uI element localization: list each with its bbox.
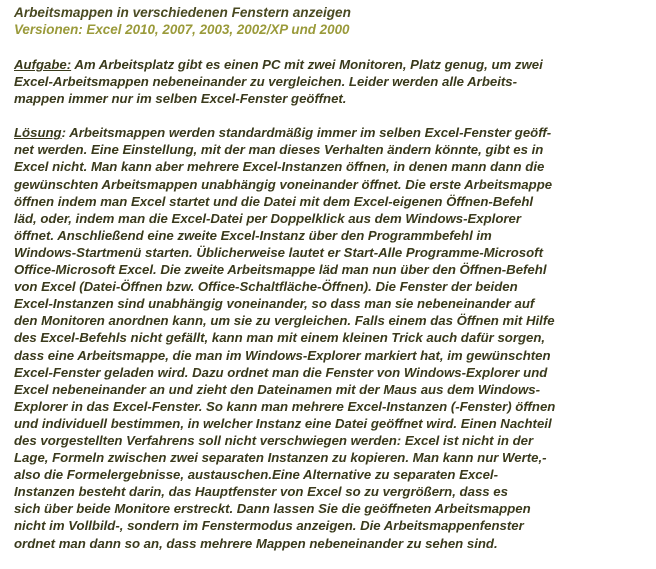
- solution-line: des Excel-Befehls nicht gefällt, kann man mit einem kleinen Trick auch dafür sorgen,: [14, 330, 546, 346]
- solution-line: gewünschten Arbeitsmappen unabhängig voneinander öffnet. Die erste Arbeitsmappe: [14, 176, 553, 192]
- solution-line: Windows-Startmenü starten. Üblicherweise lautet er Start-Alle Programme-Microsoft: [14, 244, 543, 260]
- solution-line: Excel-Instanzen sind unabhängig voneinander, so dass man sie nebeneinander auf: [14, 296, 535, 312]
- task-text: Am Arbeitsplatz gibt es einen PC mit zwei Monitoren, Platz genug, um zwei: [71, 57, 543, 72]
- solution-line: öffnet. Anschließend eine zweite Excel-Instanz über den Programmbefehl im: [14, 227, 492, 243]
- versions-subtitle: Versionen: Excel 2010, 2007, 2003, 2002/XP und 2000: [14, 22, 350, 37]
- solution-line: Lage, Formeln zwischen zwei separaten Instanzen zu kopieren. Man kann nur Werte,-: [14, 450, 547, 466]
- solution-line: Office-Microsoft Excel. Die zweite Arbeitsmappe läd man nun über den Öffnen-Befehl: [14, 262, 547, 278]
- solution-line: Instanzen besteht darin, das Hauptfenster von Excel so zu vergrößern, dass es: [14, 484, 508, 500]
- solution-line: von Excel (Datei-Öffnen bzw. Office-Schaltfläche-Öffnen). Die Fenster der beiden: [14, 279, 518, 295]
- solution-line: ordnet man dann so an, dass mehrere Mappen nebeneinander zu sehen sind.: [14, 535, 498, 551]
- solution-line: [14, 124, 650, 141]
- solution-line: Excel-Fenster geladen wird. Dazu ordnet man die Fenster von Windows-Explorer und: [14, 364, 548, 380]
- solution-line: den Monitoren anordnen kann, um sie zu vergleichen. Falls einem das Öffnen mit Hilfe: [14, 313, 555, 329]
- solution-line: und individuell bestimmen, in welcher Instanz eine Datei geöffnet wird. Einen Nachteil: [14, 415, 552, 431]
- document-title: Arbeitsmappen in verschiedenen Fenstern anzeigen: [14, 5, 351, 20]
- solution-line: des vorgestellten Verfahrens soll nicht verschwiegen werden: Excel ist nicht in der: [14, 432, 534, 448]
- solution-line: öffnen indem man Excel startet und die Datei mit dem Excel-eigenen Öffnen-Befehl: [14, 193, 534, 209]
- solution-line: sich über beide Monitore erstreckt. Dann lassen Sie die geöffneten Arbeitsmappen: [14, 501, 531, 517]
- solution-paragraph: [14, 124, 650, 551]
- solution-line: läd, oder, indem man die Excel-Datei per Doppelklick aus dem Windows-Explorer: [14, 210, 522, 226]
- solution-text: : Arbeitsmappen werden standardmäßig immer im selben Excel-Fenster geöff-: [61, 125, 552, 141]
- document: [14, 4, 650, 569]
- solution-line: Excel nicht. Man kann aber mehrere Excel-Instanzen öffnen, in denen mann dann die: [14, 159, 545, 175]
- solution-line: nicht im Vollbild-, sondern im Fenstermodus anzeigen. Die Arbeitsmappenfenster: [14, 518, 524, 534]
- solution-line: Explorer in das Excel-Fenster. So kann man mehrere Excel-Instanzen (-Fenster) öffnen: [14, 398, 556, 414]
- task-line: Excel-Arbeitsmappen nebeneinander zu vergleichen. Leider werden alle Arbeits-: [14, 74, 517, 90]
- task-paragraph: [14, 56, 650, 107]
- solution-line: Excel nebeneinander an und zieht den Dateinamen mit der Maus aus dem Windows-: [14, 381, 541, 397]
- task-line: mappen immer nur im selben Excel-Fenster geöffnet.: [14, 91, 347, 107]
- solution-line: also die Formelergebnisse, austauschen.Eine Alternative zu separaten Excel-: [14, 467, 498, 483]
- task-label: Aufgabe:: [14, 57, 72, 72]
- solution-line: net werden. Eine Einstellung, mit der man dieses Verhalten ändern könnte, gibt es in: [14, 142, 544, 158]
- solution-label: Lösung: [14, 125, 62, 141]
- solution-line: dass eine Arbeitsmappe, die man im Windows-Explorer markiert hat, im gewünschten: [14, 347, 551, 363]
- task-line: [14, 56, 650, 73]
